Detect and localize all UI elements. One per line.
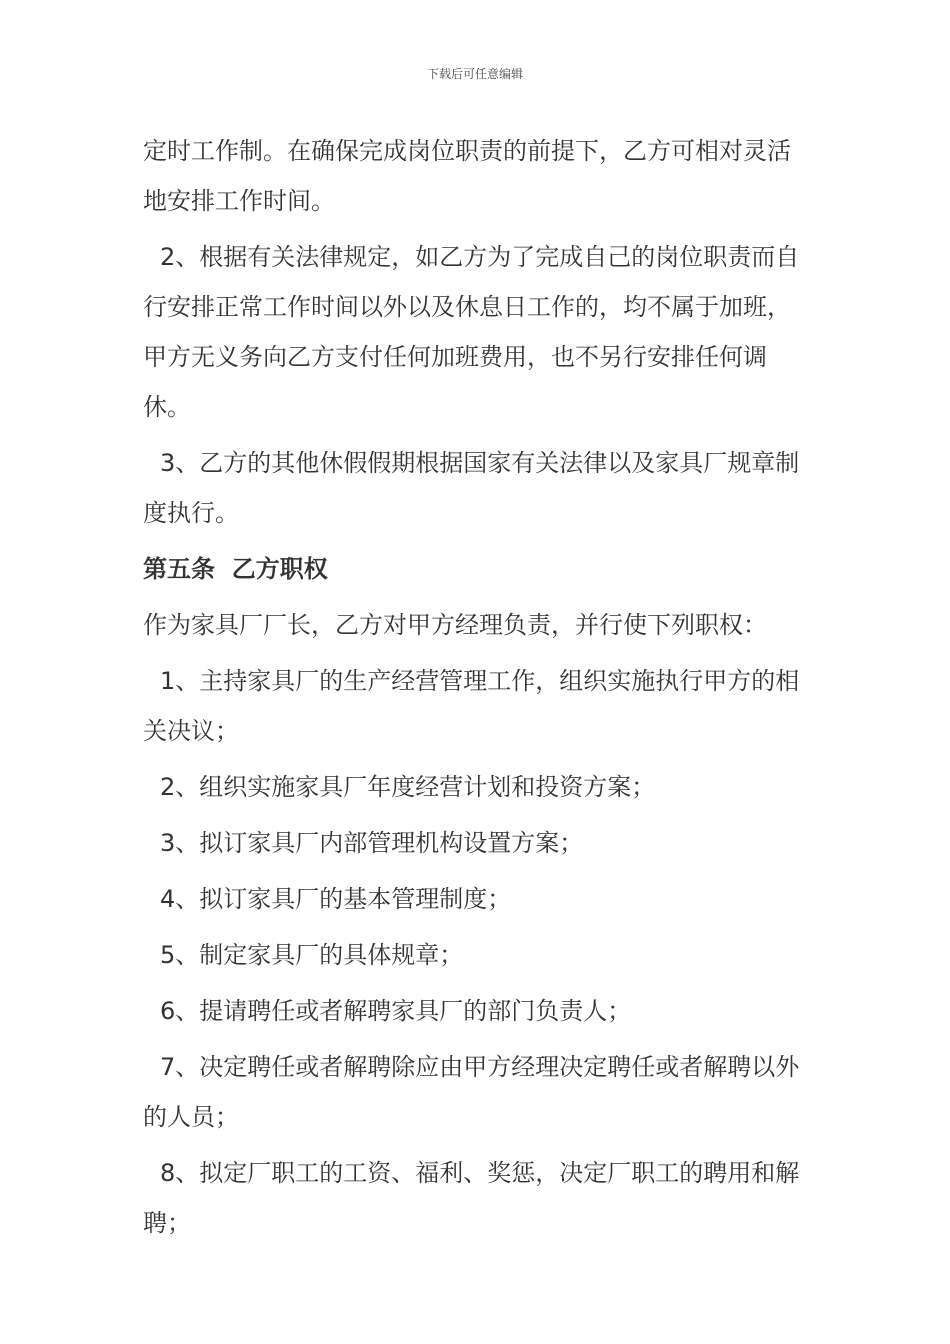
section-heading: 第五条 乙方职权 xyxy=(143,555,328,583)
paragraph-overtime-clause: 2、根据有关法律规定，如乙方为了完成自己的岗位职责而自行安排正常工作时间以外以及休息日工作的，均不属于加班，甲方无义务向乙方支付任何加班费用，也不另行安排任何调休。 xyxy=(143,243,800,421)
list-item: 7、决定聘任或者解聘除应由甲方经理决定聘任或者解聘以外的人员； xyxy=(143,1053,800,1131)
list-item: 6、提请聘任或者解聘家具厂的部门负责人； xyxy=(160,997,632,1025)
list-item: 8、拟定厂职工的工资、福利、奖惩，决定厂职工的聘用和解聘； xyxy=(143,1159,800,1237)
list-item: 1、主持家具厂的生产经营管理工作，组织实施执行甲方的相关决议； xyxy=(143,667,800,745)
paragraph-work-schedule: 定时工作制。在确保完成岗位职责的前提下，乙方可相对灵活地安排工作时间。 xyxy=(143,137,791,215)
list-item: 5、制定家具厂的具体规章； xyxy=(160,941,464,969)
paragraph-leave-clause: 3、乙方的其他休假假期根据国家有关法律以及家具厂规章制度执行。 xyxy=(143,449,800,527)
list-item: 4、拟订家具厂的基本管理制度； xyxy=(160,885,512,913)
section-intro: 作为家具厂厂长，乙方对甲方经理负责，并行使下列职权： xyxy=(143,611,767,639)
document-body xyxy=(143,126,811,1254)
list-item: 3、拟订家具厂内部管理机构设置方案； xyxy=(160,829,584,857)
list-item: 2、组织实施家具厂年度经营计划和投资方案； xyxy=(160,773,656,801)
page-header: 下载后可任意编辑 xyxy=(426,67,523,81)
